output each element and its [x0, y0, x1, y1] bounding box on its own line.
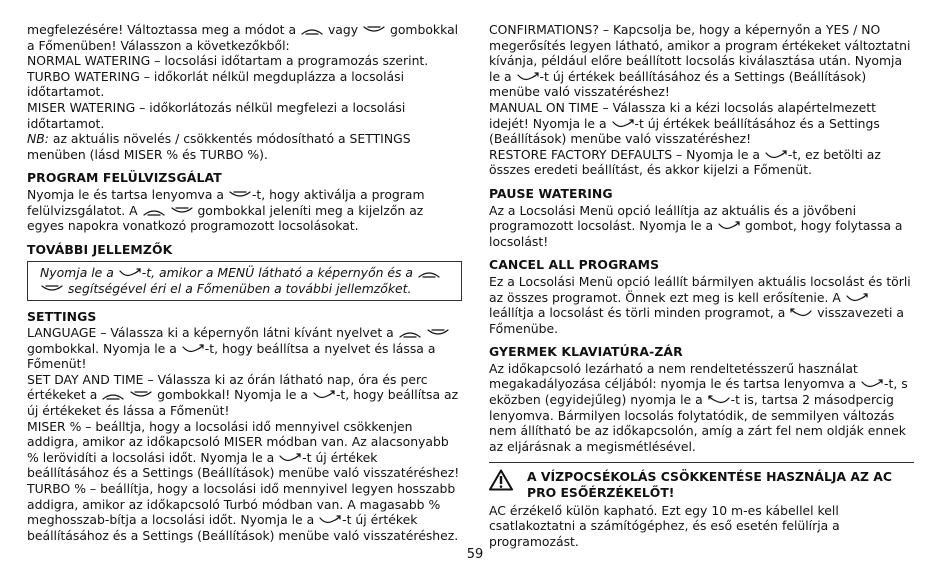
text-run: CONFIRMATIONS? – Kapcsolja be, hogy a képernyőn a YES / NO megerősítés legyen látható, amikor a program értékeket változtatni kívánja, például előre beállított locsolás kiválasztása után. Nyomja le a: [489, 22, 911, 84]
text-run: MANUAL ON TIME – Válassza ki a kézi locsolás alapértelmezett idejét! Nyomja le a: [489, 99, 876, 131]
up-button-icon: [417, 268, 441, 279]
text-run: gombokkal jeleníti meg a kijelzőn az egyes napokra vonatkozó programozott locsolásokat.: [27, 202, 424, 234]
up-button-icon: [101, 390, 125, 401]
ok-button-icon: [764, 150, 788, 161]
page-number: 59: [466, 547, 484, 562]
warning-body: AC érzékelő külön kapható. Ezt egy 10 m-es kábellel kell csatlakoztatni a számítógéphez, és eső esetén felülírja a programozást.: [489, 502, 840, 549]
text-run: megfelezésére! Változtassa meg a módot a: [27, 22, 301, 37]
text-run: -t, amikor a MENÜ látható a képernyőn és a: [141, 265, 417, 281]
heading-settings: SETTINGS: [27, 308, 97, 324]
cancel-programs-section: [489, 274, 914, 336]
text-run: -t, hogy beállítsa a nyelvet és lássa a Főmenüt!: [27, 340, 436, 372]
text-run: gombot, hogy folytassa a locsolást!: [489, 218, 903, 249]
up-button-icon: [142, 206, 166, 217]
pause-watering-section: [489, 203, 914, 250]
paragraph: [27, 325, 462, 372]
intro-section: [27, 22, 462, 162]
ok-button-icon: [845, 293, 869, 304]
text-run: RESTORE FACTORY DEFAULTS – Nyomja le a: [489, 146, 764, 162]
down-button-icon: [129, 390, 153, 401]
warning-triangle-icon: [489, 469, 513, 491]
text-run: Nyomja le és tartsa lenyomva a: [27, 186, 228, 202]
text-run: MISER % – beálltja, hogy a locsolási idő mennyivel csökkenjen addigra, amikor az időkapcsoló MISER módban van. Az alacsonyabb % lerövidíti a locsolási időt. Nyomja le a: [27, 418, 449, 465]
heading-program-check: PROGRAM FELÜLVIZSGÁLAT: [27, 170, 222, 186]
text-run: leállítja a locsolást és törli minden programot, a: [489, 305, 790, 321]
text-run: TURBO % – beállítja, hogy a locsolási idő mennyivel legyen hosszabb addigra, amikor az időkapcsoló Turbó módban van. A magasabb % meghosszab-bítja a locsolási időt. Nyomja le a: [27, 481, 456, 528]
text-run: gombokkal. Nyomja le a: [27, 340, 181, 356]
text-run: -t új értékek beállításához és a Settings (Beállítások) menübe való visszatéréshez!: [489, 68, 867, 100]
ok-button-icon: [516, 72, 540, 83]
paragraph: [489, 100, 914, 147]
text-run: -t, hogy aktiválja a program felülvizsgálatot. A: [27, 186, 425, 218]
text-run: gombokkal! Nyomja le a: [153, 387, 312, 403]
ok-button-icon: [611, 119, 635, 130]
text-run: Ez a Locsolási Menü opció leállít bármilyen aktuális locsolást és törli az összes programot. Önnek ezt meg is kell erősítenie. A: [489, 273, 911, 305]
text-run: Nyomja le a: [40, 265, 118, 281]
back-button-icon: [789, 308, 813, 319]
ok-button-icon: [278, 453, 302, 464]
text-run: -t új értékek beállításához és a Settings (Beállítások) menübe való visszatéréshez!: [27, 449, 460, 481]
ok-button-icon: [717, 221, 741, 232]
text-run: segítségével éri el a Főmenüben a további jellemzőket.: [64, 280, 412, 296]
text-run: -t új értékek beállításához és a Settings (Beállítások) menübe való visszatéréshez.: [27, 512, 459, 543]
text-run: gombokkal a Főmenüben! Válasszon a következőkből:: [27, 22, 459, 53]
down-button-icon: [170, 206, 194, 217]
text-run: -t, s eközben (egyidejűleg) nyomja le a: [489, 376, 908, 408]
paragraph: [27, 100, 462, 131]
up-button-icon: [300, 25, 324, 36]
text-run: Az a Locsolási Menü opció leállítja az aktuális és a jövőbeni programozott locsolást. Nyomja le a: [489, 202, 857, 234]
text-run: -t, ez betölti az összes eredeti beállítást, és akkor kijelzi a Főmenüt.: [489, 146, 881, 178]
text-run: -t új értékek beállításához és a Settings (Beállítások) menübe való visszatéréshez!: [489, 115, 880, 147]
paragraph: [27, 372, 462, 419]
heading-cancel-programs: CANCEL ALL PROGRAMS: [489, 257, 660, 273]
paragraph: [27, 53, 462, 69]
text-run: visszavezeti a Főmenübe.: [489, 305, 904, 336]
paragraph: [27, 22, 462, 53]
settings-section: [27, 325, 462, 543]
paragraph: [27, 481, 462, 543]
paragraph: [27, 187, 462, 234]
paragraph: [489, 147, 914, 178]
ok-button-icon: [312, 390, 336, 401]
paragraph: [489, 274, 914, 336]
text-run: NORMAL WATERING – locsolási időtartam a programozás szerint.: [27, 53, 429, 69]
left-column: [27, 22, 462, 543]
text-run: -t is, tartsa 2 másodpercig lenyomva. Bármilyen locsolás folytatódik, de semmilyen változás nem állítható be az időkapcsolón, amíg a zárt fel nem oldják ennek az eljárásnak a megismétlésével.: [489, 392, 906, 454]
text-run: Az időkapcsoló lezárható a nem rendeltetésszerű használat megakadályozása céljából: nyomja le és tartsa lenyomva a: [489, 360, 861, 392]
paragraph: [27, 69, 462, 100]
paragraph: [27, 419, 462, 481]
warning-box: [489, 462, 914, 549]
down-button-icon: [40, 284, 64, 295]
text-run: MISER WATERING – időkorlátozás nélkül megfelezi a locsolási időtartamot.: [27, 99, 406, 131]
down-button-icon: [228, 190, 252, 201]
text-run: az aktuális növelés / csökkentés módosítható a SETTINGS menüben (lásd MISER % és TURBO %).: [27, 131, 411, 162]
ok-button-icon: [860, 379, 884, 390]
heading-pause-watering: PAUSE WATERING: [489, 185, 613, 201]
down-button-icon: [362, 25, 386, 36]
paragraph: [27, 131, 462, 162]
paragraph: [489, 203, 914, 250]
text-run: TURBO WATERING – időkorlát nélkül megduplázza a locsolási időtartamot.: [27, 68, 405, 100]
ok-button-icon: [318, 515, 342, 526]
note-label: NB:: [27, 131, 49, 147]
confirmations-section: [489, 22, 914, 178]
heading-more-features: TOVÁBBI JELLEMZŐK: [27, 241, 173, 257]
back-button-icon: [707, 395, 731, 406]
paragraph: [489, 361, 914, 455]
ok-button-icon: [118, 268, 142, 279]
down-button-icon: [426, 328, 450, 339]
program-check-section: [27, 187, 462, 234]
more-features-note: [27, 261, 462, 300]
text-run: SET DAY AND TIME – Válassza ki az órán látható nap, óra és perc értékeket a: [27, 371, 428, 403]
paragraph: [489, 22, 914, 100]
child-lock-section: [489, 361, 914, 455]
right-column: [489, 22, 914, 549]
ok-button-icon: [181, 344, 205, 355]
up-button-icon: [398, 328, 422, 339]
heading-child-lock: GYERMEK KLAVIATÚRA-ZÁR: [489, 344, 683, 360]
warning-title: A VÍZPOCSÉKOLÁS CSÖKKENTÉSE HASZNÁLJA AZ AC PRO ESŐÉRZÉKELŐT!: [527, 469, 892, 501]
text-run: -t, hogy beállítsa az új értékeket és lássa a Főmenüt!: [27, 387, 459, 419]
text-run: LANGUAGE – Válassza ki a képernyőn látni kívánt nyelvet a: [27, 325, 398, 341]
text-run: vagy: [324, 22, 363, 37]
